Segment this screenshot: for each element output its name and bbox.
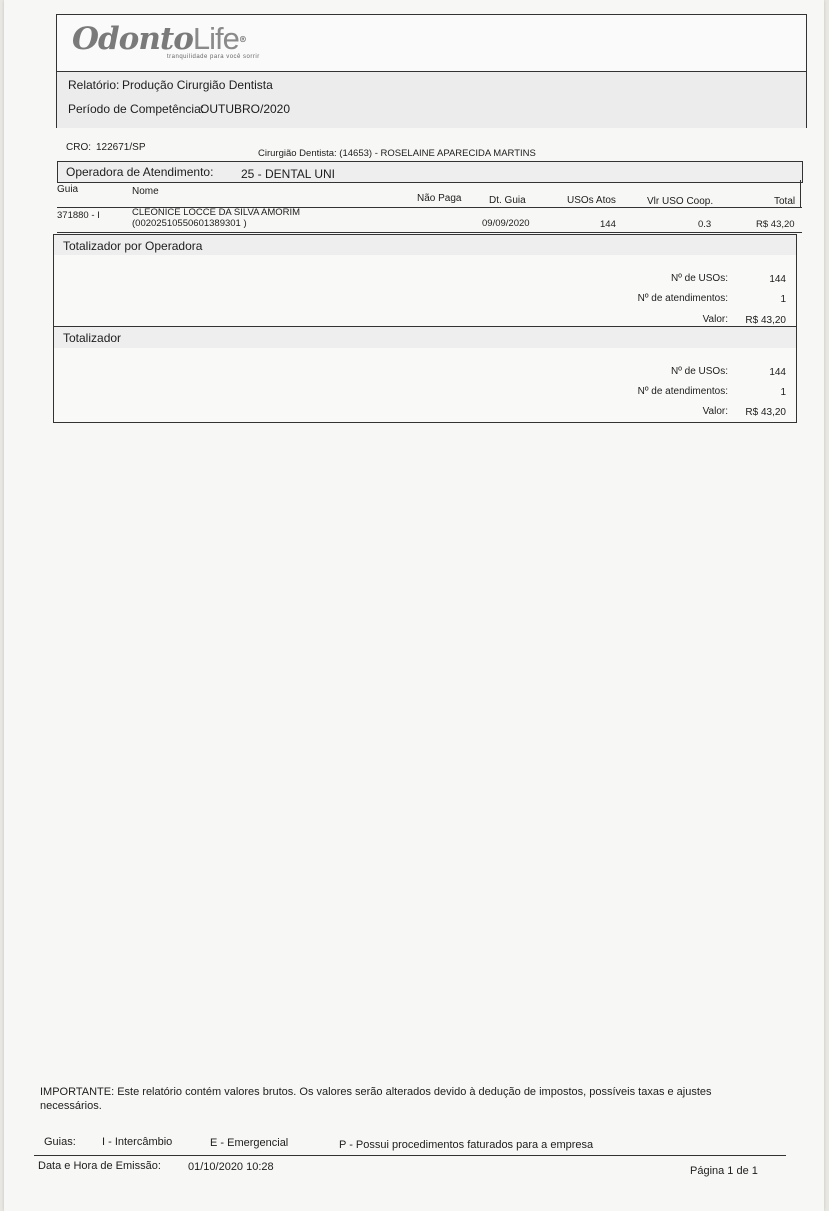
table-row-divider (57, 232, 802, 233)
dentist-name: Cirurgião Dentista: (14653) - ROSELAINE APARECIDA MARTINS (258, 148, 536, 159)
totalizador-title: Totalizador (63, 331, 122, 345)
header-info-band (57, 71, 806, 128)
period-value: OUTUBRO/2020 (200, 102, 291, 116)
tot-valor-label: Valor: (702, 406, 728, 417)
totalizador-operadora-header (53, 234, 797, 256)
cro-label: CRO: (66, 142, 91, 153)
row-nome-id: (00202510550601389301 ) (132, 218, 247, 229)
period-label: Período de Competência: (68, 102, 205, 116)
page-number: Página 1 de 1 (690, 1165, 758, 1177)
emissao-value: 01/10/2020 10:28 (188, 1161, 274, 1173)
op-atend-value: 1 (780, 294, 786, 305)
operator-label: Operadora de Atendimento: (66, 165, 214, 179)
important-notice-cont: necessários. (40, 1100, 102, 1112)
op-usos-label: Nº de USOs: (670, 273, 728, 284)
footer-divider (34, 1155, 786, 1156)
row-total: R$ 43,20 (756, 219, 795, 230)
op-valor-value: R$ 43,20 (745, 315, 786, 326)
row-vlr-uso: 0.3 (698, 219, 712, 230)
emissao-label: Data e Hora de Emissão: (38, 1160, 161, 1172)
op-usos-value: 144 (769, 274, 786, 285)
col-nome: Nome (132, 186, 159, 197)
important-notice: IMPORTANTE: Este relatório contém valores brutos. Os valores serão alterados devido à dedução de impostos, possíveis taxas e ajustes (40, 1086, 712, 1098)
col-dt-guia: Dt. Guia (489, 195, 526, 206)
logo-registered-mark: ® (238, 34, 246, 44)
totalizador-header (53, 326, 797, 349)
op-valor-label: Valor: (702, 314, 728, 325)
tot-atend-value: 1 (780, 387, 786, 398)
tot-atend-label: Nº de atendimentos: (637, 386, 728, 397)
logo-text-life: Life (192, 21, 239, 56)
guia-emergencial: E - Emergencial (210, 1137, 289, 1149)
logo-text-odonto: Odonto (72, 21, 193, 57)
tot-usos-value: 144 (769, 367, 786, 378)
col-total: Total (774, 196, 796, 207)
totalizador-operadora-body (53, 255, 797, 329)
cro-value: 122671/SP (96, 142, 146, 153)
report-header (56, 14, 807, 128)
report-value: Produção Cirurgião Dentista (122, 78, 273, 92)
table-right-border (800, 180, 801, 208)
report-page (4, 0, 824, 1211)
row-guia: 371880 - I (57, 210, 100, 221)
tot-valor-value: R$ 43,20 (745, 407, 786, 418)
row-dt-guia: 09/09/2020 (482, 218, 530, 229)
operator-value: 25 - DENTAL UNI (241, 167, 336, 181)
col-vlr-uso-coop: Vlr USO Coop. (647, 196, 714, 207)
guia-empresa: P - Possui procedimentos faturados para a empresa (339, 1139, 594, 1151)
tot-usos-label: Nº de USOs: (670, 366, 728, 377)
col-usos-atos: USOs Atos (567, 195, 616, 206)
logo-tagline: tranquilidade para você sorrir (167, 54, 260, 60)
col-guia: Guia (57, 184, 79, 195)
guias-label: Guias: (44, 1136, 76, 1148)
row-nome: CLEONICE LOCCE DA SILVA AMORIM (132, 207, 301, 218)
guia-intercambio: I - Intercâmbio (102, 1136, 173, 1148)
col-nao-paga: Não Paga (417, 193, 462, 204)
totalizador-body (53, 348, 797, 423)
operator-box (57, 161, 803, 183)
totalizador-operadora-title: Totalizador por Operadora (63, 239, 203, 253)
op-atend-label: Nº de atendimentos: (637, 293, 728, 304)
odontolife-logo (72, 21, 260, 63)
row-usos-atos: 144 (600, 219, 616, 230)
report-label: Relatório: (68, 78, 120, 92)
